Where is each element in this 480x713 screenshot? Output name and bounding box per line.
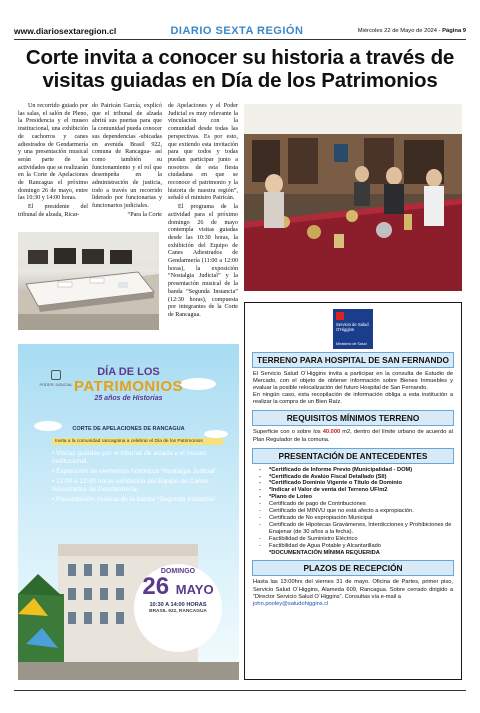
list-item: - *Certificado de Informe Previo (Municipalidad - DOM): [259, 467, 453, 474]
museum-visit-photo: [244, 104, 462, 291]
deadline-text: Hasta las 13:00hrs del viernes 31 de mayo. Oficina de Partes, primer piso, Servicio Salud O´Higgins, Alameda 609, Rancagua. Sobre cerrado dirigido a “Director Servicio Salud O´Higgins”. Consultas vía e-mail a john.pooley@saludohiggins.cl: [253, 579, 453, 607]
contact-email-link[interactable]: john.pooley@saludohiggins.cl: [253, 600, 329, 607]
poster-date-badge: [136, 568, 220, 614]
poster-day-number: 26 MAYO: [142, 573, 214, 600]
poster-title-line2: PATRIMONIOS: [73, 378, 184, 395]
date-page: [358, 28, 466, 34]
list-item: - *Certificado Dominio Vigente o Título de Dominio: [259, 480, 453, 487]
poster-items: [52, 450, 229, 504]
list-item: - Certificado de pago de Contribuciones: [259, 501, 453, 508]
poster-subtitle: 25 años de Historias: [94, 395, 163, 402]
poster-court: CORTE DE APELACIONES DE RANCAGUA: [72, 426, 185, 432]
paragraph: de Apelaciones y el Poder Judicial es muy relevante la vinculación con la comunidad desde todas las perspectivas. Es por esto, que extiendo esta invitación para que todos y todas puedan participar junto a nosotros de esta fiesta ciudadana en que se reconoce el patrimonio y la historia de nuestra región”, señaló el ministro Pairicán.: [168, 103, 238, 202]
paragraph: El programa de la actividad para el próximo domingo 26 de mayo contempla visitas guiadas desde las 10:30 horas, la exhibición del Equipo de Canes Adiestrados de Gendarmería (11:00 a 12:00 horas), la exposición “Nostalgia Judicial” y la presentación musical de la banda “Segunda Instancia” (12:30 horas), compuesta por integrantes de la Corte de Rancagua.: [168, 204, 238, 318]
list-item: - Certificado de No expropiación Municipal: [259, 515, 453, 522]
list-item: - Factibilidad de Agua Potable y Alcantarillado: [259, 543, 453, 550]
poster-title: [18, 366, 239, 402]
courtroom-illustration: [18, 232, 159, 330]
page-number: Página 9: [442, 27, 466, 34]
page-header: [14, 22, 466, 40]
date: Miércoles 22 de Mayo de 2024 -: [357, 27, 441, 34]
patrimonios-poster: [18, 344, 239, 680]
list-item: - Certificado del MINVU que no está afecto a expropiación.: [259, 508, 453, 515]
poster-hours: 10:30 A 14:00 HORAS: [149, 602, 207, 608]
list-item: - *Plano de Loteo: [259, 494, 453, 501]
poster-item: • Exposición de elementos históricos “Nostalgia Judicial”.: [52, 468, 219, 475]
list-item: - *Certificado de Avalúo Fiscal Detallado (SII): [259, 474, 453, 481]
poster-day-word: DOMINGO: [160, 568, 196, 575]
footer-divider: [14, 690, 466, 691]
logo-text: Servicio de Salud O'Higgins: [336, 322, 369, 332]
poster-invite: Invita a la comunidad rancagüina a celebrar el Día de los Patrimonios: [52, 438, 223, 445]
section-title: PLAZOS DE RECEPCIÓN: [252, 560, 454, 576]
health-service-icon: [336, 312, 344, 320]
article-column-3: [168, 103, 238, 321]
newspaper-name: DIARIO SEXTA REGIÓN: [170, 24, 304, 37]
poster-item: • Visitas guiadas por el tribunal de alzada y el museo institucional.: [52, 450, 207, 465]
documents-list: [259, 467, 453, 557]
list-item: - Certificado de Hipotecas Gravámenes, Interdicciones y Prohibiciones de Enajenar (de 30 años a la fecha).: [259, 522, 453, 536]
section-title: REQUISITOS MÍNIMOS TERRENO: [252, 410, 454, 426]
list-item: - Factibilidad de Suministro Eléctrico: [259, 536, 453, 543]
requirements-text: Superficie con o sobre los 40.000 m2, dentro del límite urbano de acuerdo al Plan Regulador de la comuna.: [253, 429, 453, 443]
paragraph: Un recorrido guiado por las salas, el salón de Pleno, la Presidencia y el museo institucional, una exhibición de cachorros y canes adiestrados de Gendarmería y una presentación musical serán parte de las actividades que se realizarán en la Corte de Apelaciones de Rancagua el próximo domingo 26 de mayo, entre las 10:30 y 14:00 horas.: [18, 103, 88, 202]
hospital-notice: [244, 302, 462, 680]
article-column-1: [18, 103, 88, 221]
article-column-2: [92, 103, 162, 221]
salud-logo: [333, 309, 373, 349]
courtroom-photo: [18, 232, 159, 330]
paragraph: do Pairicán García, explicó que el tribunal de alzada abrirá sus puertas para que la comunidad pueda conocer sus dependencias -ubicadas en avenida Brasil 922, comuna de Rancagua- así como también su funcionamiento y el rol que desempeña en la administración de justicia, todo a través un recorrido liderado por funcionarias y funcionarios judiciales.: [92, 103, 162, 210]
list-item: - *Indicar el Valor de venta del Terreno UF/m2: [259, 487, 453, 494]
paragraph: “Para la Corte: [127, 211, 162, 218]
poster-title-line1: DÍA DE LOS: [97, 366, 160, 378]
poster-item: • Presentación musical de la banda “Segunda Instancia”.: [52, 496, 218, 503]
area-value: 40.000: [322, 429, 341, 436]
notice-paragraph: El Servicio Salud O´Higgins invita a participar en la consulta de Estudio de Mercado, con el objeto de obtener información sobre Bienes Inmuebles y evaluar la posible relocalización del futuro Hospital de San Fernando. En ningún caso, esta recopilación de información obliga a esta institución a realizar la compra de un Bien Raíz.: [253, 371, 453, 406]
poster-address: BRASIL 922, RANCAGUA: [149, 609, 207, 614]
poster-item: • 11:00 a 12:00 horas exhibición del Equipo de Canes Adiestrados de Gendarmería.: [52, 478, 209, 493]
logo-subtext: Ministerio de Salud: [336, 342, 367, 346]
section-title: PRESENTACIÓN DE ANTECEDENTES: [252, 448, 454, 464]
section-title: TERRENO PARA HOSPITAL DE SAN FERNANDO: [252, 352, 454, 368]
paragraph: El presidente del tribunal de alzada, Ricar-: [18, 204, 88, 218]
site-url[interactable]: www.diariosextaregion.cl: [14, 25, 117, 36]
poster-org: PODER JUDICIAL: [39, 382, 73, 387]
article-headline: Corte invita a conocer su historia a través de visitas guiadas en Día de los Patrimonios: [25, 46, 455, 92]
museum-illustration: [244, 104, 462, 291]
list-item: *DOCUMENTACIÓN MÍNIMA REQUERIDA: [269, 549, 380, 556]
